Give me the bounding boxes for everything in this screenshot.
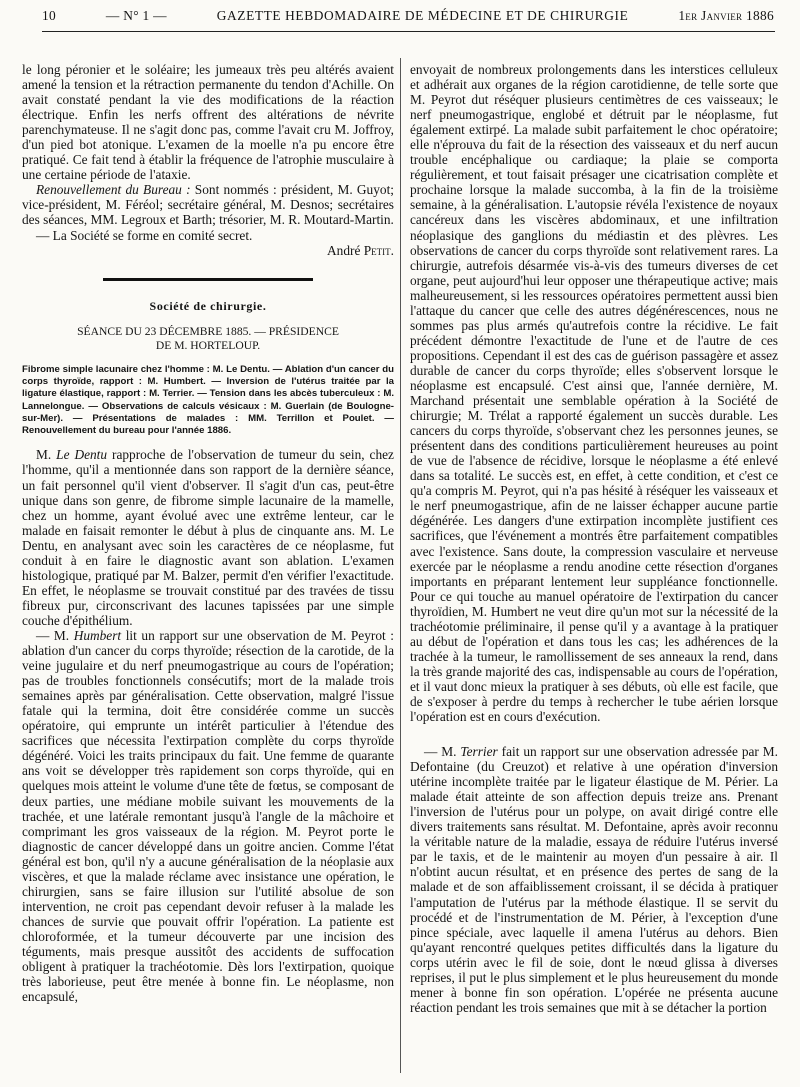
- section-separator: [103, 278, 313, 281]
- section-title: Société de chirurgie.: [149, 298, 267, 313]
- issue-number: — N° 1 —: [105, 8, 167, 23]
- signature: André Petit.: [327, 242, 394, 258]
- paragraph-comite: — La Société se forme en comité secret.: [36, 227, 253, 243]
- paragraph-humbert: — M. Humbert lit un rapport sur une observation de M. Peyrot : ablation d'un cancer du corps thyroïde; résection de la carotide, de la veine jugulaire et du nerf pneumogastrique au cours de l'opération; pas de troubles fonctionnels consécutifs; mort de la malade trois semaines après par généralisation. Cette observation, malgré l'issue fatale qui la termina, doit être considérée comme un succès opératoire, qui emprunte un intérêt particulier à l'étendue des sacrifices que nécessita l'extirpation complète du corps thyroïde dégénéré. Voici les traits principaux du fait. Une femme de quarante ans voit se développer très rapidement son corps thyroïde, qui en quelques mois atteint le volume d'une tête de fœtus, se composant de deux parties, une médiane mobile suivant les mouvements de la trachée, et une latérale remontant jusqu'à l'angle de la mâchoire et comprimant les gros vaisseaux de la région. M. Peyrot porte le diagnostic de cancer développé dans un goitre ancien. Comme l'état général est bon, qu'il n'y a aucune généralisation de la néoplasie aux viscères, et que la malade réclame avec insistance une opération, le chirurgien, sans se faire illusion sur l'utilité absolue de son intervention, ne croit pas cependant devoir refuser à la malade les chances de survie que pouvait offrir l'opération. La patiente est chloroformée, et la tumeur découverte par une incision des téguments, mais presque aussitôt des accidents de suffocation obligent à pratiquer la trachéotomie. Dès lors l'extirpation, quoique très laborieuse, peut être menée à bonne fin. Le néoplasme, non encapsulé,: [22, 628, 395, 1005]
- journal-title: GAZETTE HEBDOMADAIRE DE MÉDECINE ET DE CHIRURGIE: [216, 8, 629, 23]
- session-summary: Fibrome simple lacunaire chez l'homme : M. Le Dentu. — Ablation d'un cancer du corps thyroïde, rapport : M. Humbert. — Inversion de l'utérus traitée par la ligature élastique, rapport : M. Terrier. — Tension dans les abcès tuberculeux : M. Lannelongue. — Observations de calculs vésicaux : M. Guerlain (de Boulogne-sur-Mer). — Présentations de malades : MM. Terrillon et Poulet. — Renouvellement du bureau pour l'année 1886.: [22, 363, 394, 437]
- author-humbert: Humbert: [73, 628, 122, 643]
- paragraph-ataxie: le long péronier et le soléaire; les jumeaux très peu altérés avaient amené la tension et la rétraction permanente du tendon d'Achille. On avait constaté pendant la vie des modifications de la réaction électrique. Enfin les nerfs offrent des altérations de névrite parenchymateuse. Il ne s'agit donc pas, comme l'avait cru M. Joffroy, d'un pied bot atonique. L'examen de la moelle n'a pu encore être pratiqué. Ce fait tend à établir la fréquence de l'atrophie musculaire à une certaine période de l'ataxie.: [22, 62, 394, 183]
- paragraph-le-dentu: M. Le Dentu rapproche de l'observation de tumeur du sein, chez l'homme, qu'il a mentionnée dans son rapport de la dernière séance, un fait personnel qu'il vient d'observer. Il s'agit d'un cas, peut-être unique dans son genre, de fibrome simple lacunaire de la mamelle, chez un homme, ayant évolué avec une extrême lenteur, car le malade en faisait remonter le début à plus de cinquante ans. M. Le Dentu, en analysant avec soin les caractères de ce néoplasme, fut conduit à en faire le diagnostic avant son ablation. L'examen histologique, pratiqué par M. Balzer, permit d'en vérifier l'exactitude. En effet, le néoplasme se trouvait constitué par des travées de tissu fibreux pur, circonscrivant des lacunes tapissées par une simple couche d'épithélium.: [22, 447, 394, 628]
- bureau-text: Sont nommés : président, M. Guyot; vice-président, M. Féréol; secrétaire général, M. Desnos; secrétaires des séances, MM. Legroux et Barth; trésorier, M. R. Moutard-Martin.: [22, 182, 394, 228]
- issue-date: 1er Janvier 1886: [678, 8, 774, 23]
- paragraph-gap: [410, 724, 778, 744]
- author-le-dentu: Le Dentu: [56, 447, 108, 463]
- column-divider: [400, 58, 401, 1073]
- right-column: [410, 62, 778, 1015]
- paragraph-bureau: [22, 182, 394, 227]
- header-rule: [42, 31, 775, 32]
- page-number: 10: [42, 8, 56, 23]
- left-column: [22, 62, 394, 1004]
- session-heading: SÉANCE DU 23 DÉCEMBRE 1885. — PRÉSIDENCE DE M. HORTELOUP.: [77, 324, 339, 352]
- author-terrier: Terrier: [460, 744, 498, 760]
- paragraph-peyrot-continued: envoyait de nombreux prolongements dans les interstices celluleux et adhérait aux organes de la région carotidienne, de telle sorte que M. Peyrot dut réséquer plusieurs centimètres de ces vaisseaux; le nerf pneumogastrique, englobé et détruit par le néoplasme, fut également extirpé. La malade subit parfaitement le choc opératoire; elle n'éprouva du fait de la résection des vaisseaux et du nerf aucun trouble encéphalique ou cardiaque; la plaie se comporta régulièrement, et tout faisait présager une cicatrisation complète et prochaine lorsque la malade succomba, à la fin de la troisième semaine, à la généralisation. L'autopsie révéla l'existence de noyaux cancéreux dans les viscères abdominaux, et une infiltration néoplasique des ganglions du médiastin et des plèvres. Les observations de cancer du corps thyroïde sont relativement rares. La chirurgie, autrefois désarmée vis-à-vis des tumeurs diverses de cet organe, peut aujourd'hui leur opposer une thérapeutique active; mais malheureusement, si les ressources opératoires permettent aussi bien l'attaque du cancer que celle des autres dégénérescences, nous ne sommes pas plus armés qu'autrefois contre la récidive. Le fait précédent démontre l'exactitude de l'une et de l'autre de ces propositions. Cependant il est des cas de guérison passagère et assez durable de cancer du corps thyroïde; elles s'observent lorsque le néoplasme est encapsulé. C'est ainsi que, l'année dernière, M. Marchand présentait une semblable opération à la Société de chirurgie; M. Trélat a rapporté également un succès durable. Les cancers du corps thyroïde, s'observant chez les personnes jeunes, se présentent dans des conditions particulièrement heureuses au point de vue de l'absence de récidive, lorsque le néoplasme a été enlevé dans sa totalité. Le succès est, en effet, à cette condition, et c'est ce qu'a compris M. Peyrot, qui n'a pas hésité à réséquer les vaisseaux et le nerf pneumogastrique, afin de ne laisser échapper aucune partie dégénérée. Les dangers d'une extirpation incomplète justifient ces sacrifices, que l'événement a montrés être parfaitement compatibles avec l'existence. Sans doute, la compression vasculaire et nerveuse exercée par le néoplasme a rendu anodine cette résection d'organes importants en préparant lentement leur suppléance fonctionnelle. Pour ce qui touche au manuel opératoire de l'extirpation du cancer thyroïdien, M. Humbert ne veut dire qu'un mot sur la nécessité de la trachéotomie préliminaire, il pense qu'il y a avantage à la pratiquer au début de l'opération et dans tous les cas; les adhérences de la trachée à la tumeur, le ramollissement de ses anneaux la rend, dans la très grande majorité des cas, indispensable au cours de l'opération, et il vaut donc mieux la pratiquer à ses débuts, où elle est facile, que de s'exposer à perdre du temps à rechercher le tube aérien lorsque l'opération est en cours d'exécution.: [410, 62, 778, 725]
- bureau-heading: Renouvellement du Bureau :: [36, 182, 191, 198]
- paragraph-terrier: — M. Terrier fait un rapport sur une observation adressée par M. Defontaine (du Creuzot) et relative à une opération d'inversion utérine incomplète traitée par le ligateur élastique de M. Périer. La malade était atteinte de son affection depuis treize ans. Prenant l'inversion de l'utérus pour un polype, on avait dirigé contre elle divers traitements sans résultat. M. Defontaine, après avoir reconnu la véritable nature de la maladie, essaya de réduire l'utérus inversé par le taxis, et de le maintenir au moyen d'un pessaire à air. Il n'obtint aucun résultat, et en présence des pertes de sang de la malade et de son affaiblissement croissant, il se décida à pratiquer l'amputation de l'utérus par la méthode élastique. Il se servit du procédé et de l'instrumentation de M. Périer, à l'exception d'une pince spéciale, avec laquelle il amena l'utérus au dehors. Bien qu'ayant rencontré quelques petites difficultés dans la ligature du corps utérin avec le fil de soie, dont le nœud glissa à diverses reprises, il put le plus simplement et le plus heureusement du monde mener à bonne fin son opération. L'opérée ne présenta aucune réaction pendant les trois semaines que mit à se détacher la portion: [410, 744, 778, 1015]
- running-header: [42, 8, 774, 30]
